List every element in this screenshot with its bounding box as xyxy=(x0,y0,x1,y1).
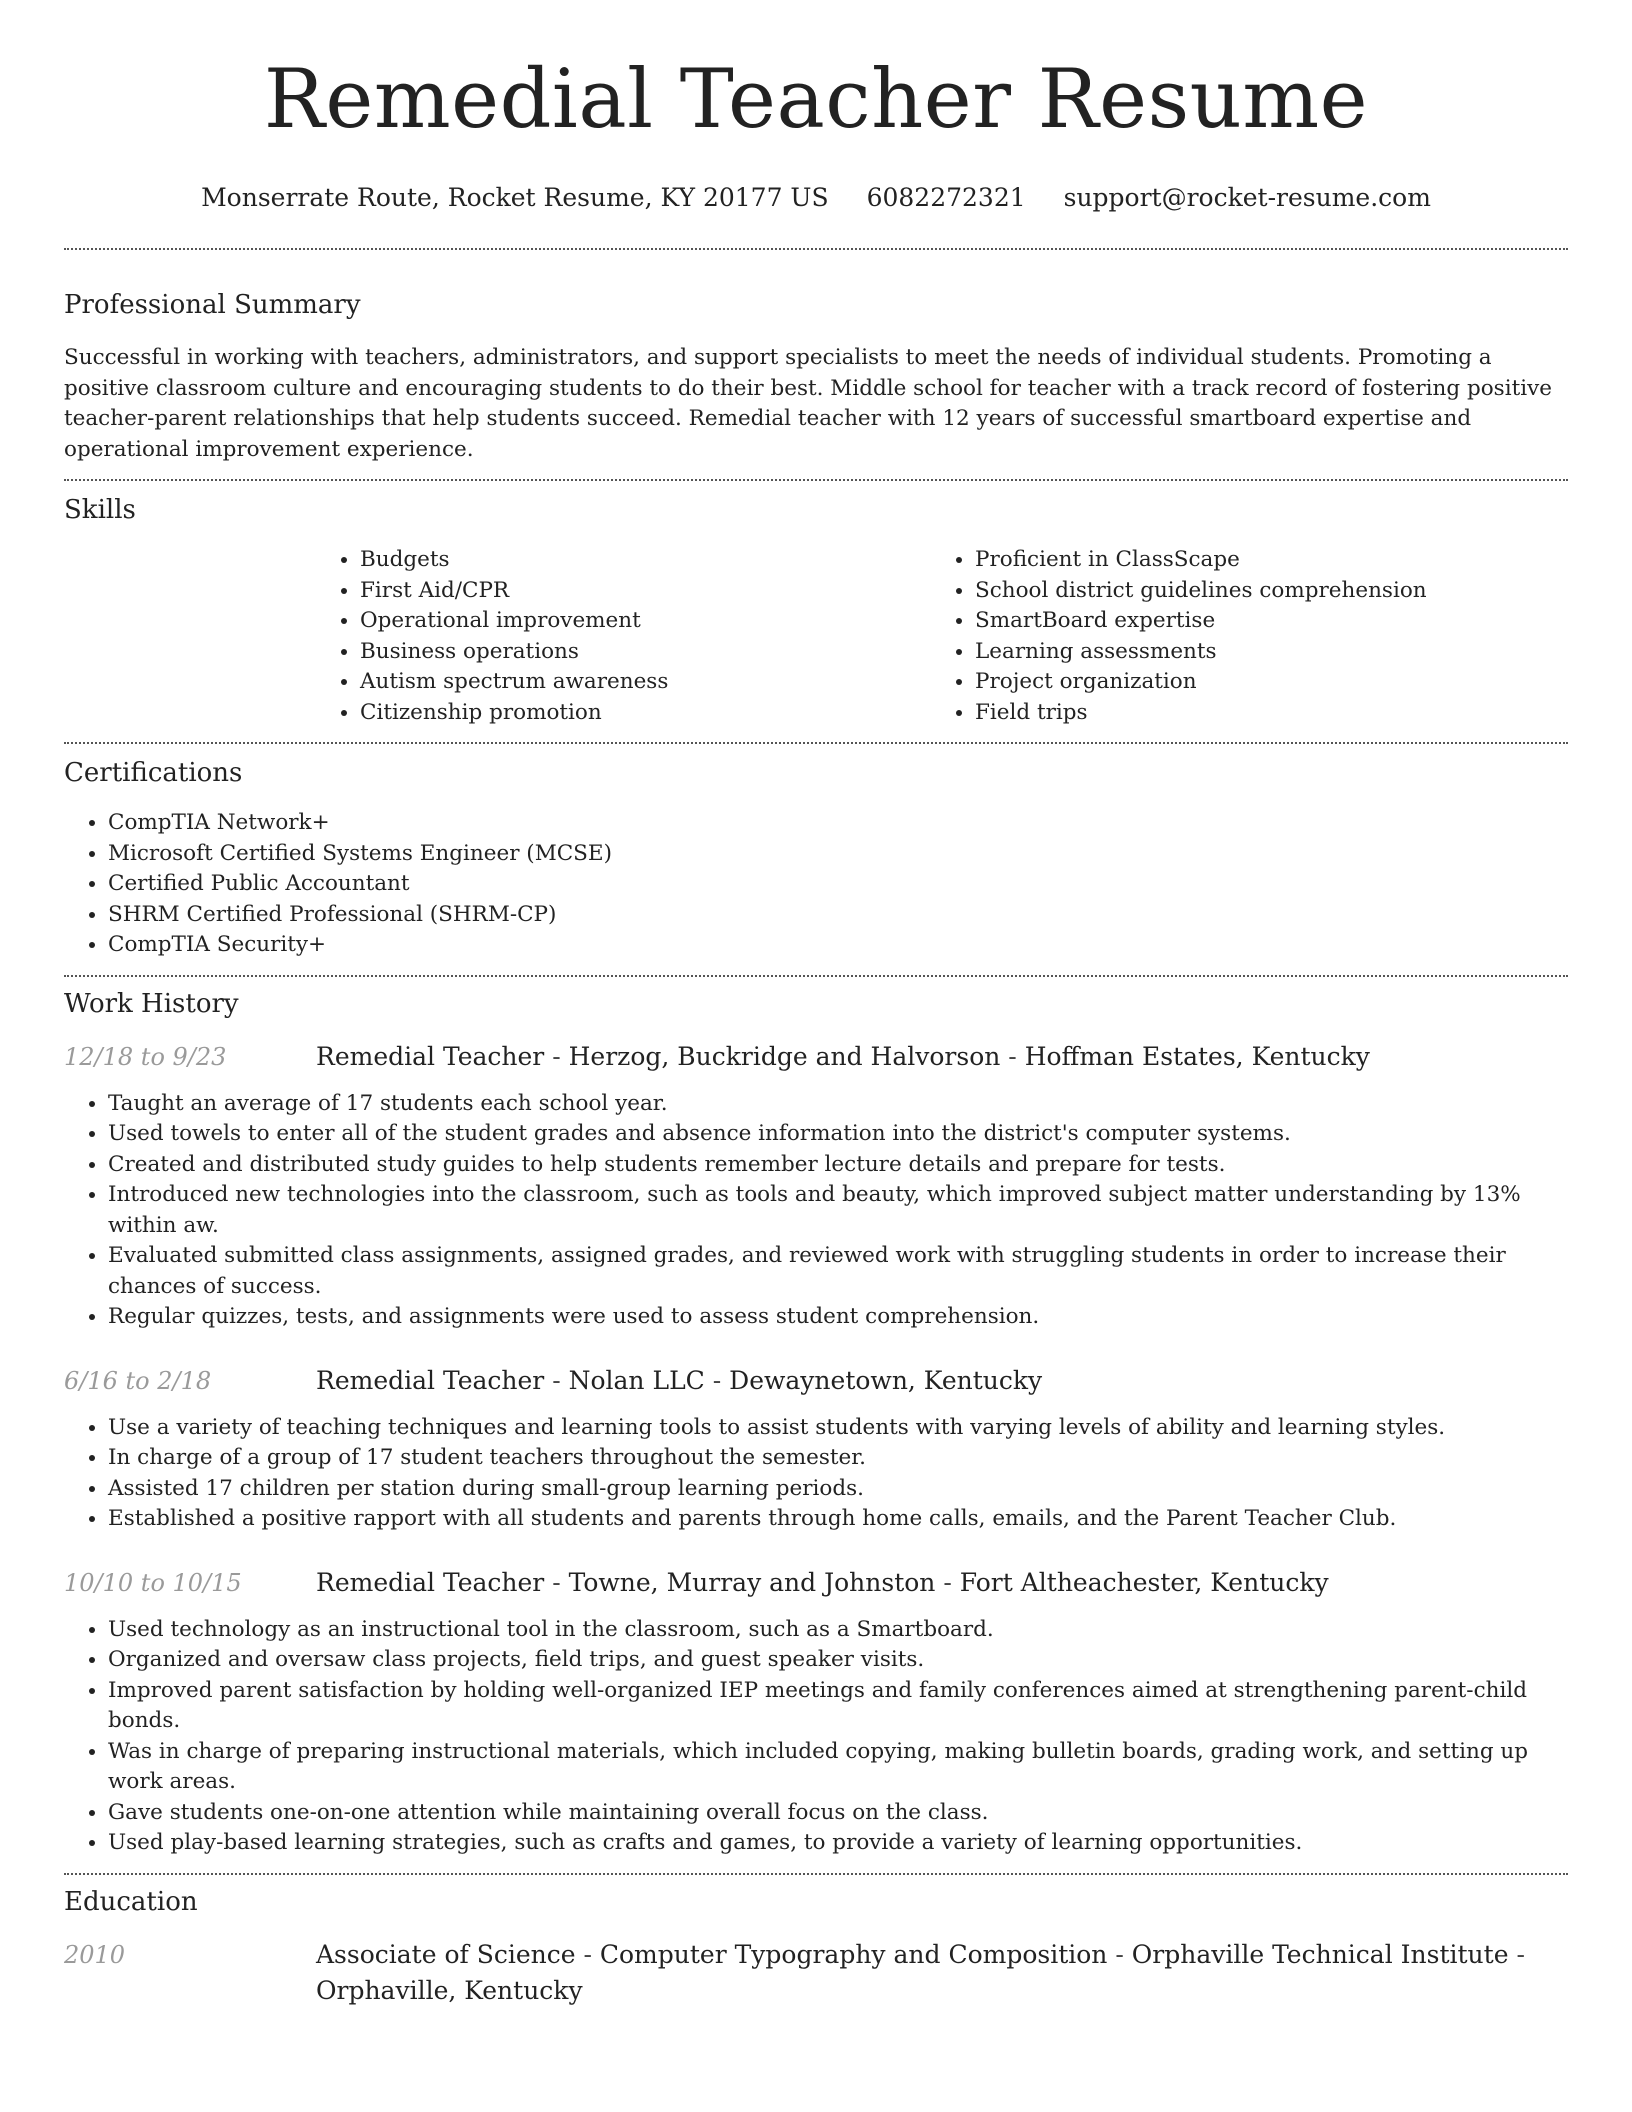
title-separator: - xyxy=(1107,1939,1132,1969)
job-duties xyxy=(64,1615,1568,1859)
section-heading: Professional Summary xyxy=(64,290,361,320)
section-skills xyxy=(64,481,1568,728)
section-work-history xyxy=(64,977,1568,1859)
skill-item: • SmartBoard expertise xyxy=(975,606,1568,637)
job-duty: • In charge of a group of 17 student teachers throughout the semester. xyxy=(108,1443,1568,1474)
job-dates: 6/16 to 2/18 xyxy=(64,1366,212,1395)
skill-item: • Operational improvement xyxy=(360,606,931,637)
certification-item: • CompTIA Security+ xyxy=(108,930,1568,961)
job-title xyxy=(316,1039,1370,1075)
skills-list-left xyxy=(316,545,931,728)
job-duty: • Taught an average of 17 students each school year. xyxy=(108,1089,1568,1120)
skill-item: • School district guidelines comprehension xyxy=(975,576,1568,607)
job-duty: • Created and distributed study guides to help students remember lecture details and prepare for tests. xyxy=(108,1150,1568,1181)
job-duty: • Regular quizzes, tests, and assignments were used to assess student comprehension. xyxy=(108,1302,1568,1333)
job-company: Nolan LLC xyxy=(568,1365,705,1395)
skill-item: • Learning assessments xyxy=(975,637,1568,668)
job-duty: • Used play-based learning strategies, such as crafts and games, to provide a variety of learning opportunities. xyxy=(108,1828,1568,1859)
job-duties xyxy=(64,1089,1568,1333)
education-school: Orphaville Technical Institute xyxy=(1131,1939,1509,1969)
education-location: Orphaville, Kentucky xyxy=(316,1975,583,2005)
job-duty: • Introduced new technologies into the classroom, such as tools and beauty, which improved subject matter understanding by 13% within aw. xyxy=(108,1180,1568,1241)
title-separator: - xyxy=(544,1365,569,1395)
job-header xyxy=(64,1039,1568,1075)
contact-email: support@rocket-resume.com xyxy=(1063,183,1431,212)
skill-item: • Citizenship promotion xyxy=(360,698,931,729)
skill-item: • Business operations xyxy=(360,637,931,668)
job-title xyxy=(316,1565,1329,1601)
contact-line xyxy=(64,182,1568,214)
job-title xyxy=(316,1363,1042,1399)
skills-list-right xyxy=(931,545,1568,728)
job-duty: • Assisted 17 children per station during small-group learning periods. xyxy=(108,1474,1568,1505)
education-degree: Associate of Science xyxy=(316,1939,576,1969)
job-duty: • Use a variety of teaching techniques and learning tools to assist students with varying levels of ability and learning styles. xyxy=(108,1413,1568,1444)
title-separator: - xyxy=(575,1939,600,1969)
skill-item: • Field trips xyxy=(975,698,1568,729)
section-heading: Certifications xyxy=(64,758,243,788)
job-location: Fort Altheachester, Kentucky xyxy=(959,1567,1329,1597)
job-entry xyxy=(64,1039,1568,1333)
job-dates: 10/10 to 10/15 xyxy=(64,1568,242,1597)
job-header xyxy=(64,1565,1568,1601)
job-role: Remedial Teacher xyxy=(316,1365,545,1395)
certification-item: • Microsoft Certified Systems Engineer (MCSE) xyxy=(108,839,1568,870)
summary-text: Successful in working with teachers, administrators, and support specialists to meet the needs of individual students. Promoting a positive classroom culture and encouraging students to do their best. Middle school for teacher with a track record of fostering positive teacher-parent relationships that help students succeed. Remedial teacher with 12 years of successful smartboard expertise and operational improvement experience. xyxy=(64,345,1552,462)
job-company: Towne, Murray and Johnston xyxy=(568,1567,936,1597)
job-header xyxy=(64,1363,1568,1399)
title-separator: - xyxy=(1508,1939,1525,1969)
certifications-list xyxy=(64,808,1568,961)
education-field: Computer Typography and Composition xyxy=(599,1939,1108,1969)
contact-address: Monserrate Route, Rocket Resume, KY 20177 US xyxy=(201,183,829,212)
job-location: Dewaynetown, Kentucky xyxy=(729,1365,1043,1395)
job-duties xyxy=(64,1413,1568,1535)
skill-item: • Proficient in ClassScape xyxy=(975,545,1568,576)
skills-grid xyxy=(316,545,1568,728)
job-role: Remedial Teacher xyxy=(316,1567,545,1597)
job-entry xyxy=(64,1565,1568,1859)
job-duty: • Used towels to enter all of the student grades and absence information into the district's computer systems. xyxy=(108,1119,1568,1150)
job-duty: • Organized and oversaw class projects, field trips, and guest speaker visits. xyxy=(108,1645,1568,1676)
job-duty: • Improved parent satisfaction by holding well-organized IEP meetings and family conferences aimed at strengthening parent-child bonds. xyxy=(108,1676,1568,1737)
resume-title: Remedial Teacher Resume xyxy=(263,53,1369,147)
skill-item: • First Aid/CPR xyxy=(360,576,931,607)
job-duty: • Gave students one-on-one attention while maintaining overall focus on the class. xyxy=(108,1798,1568,1829)
job-duty: • Used technology as an instructional tool in the classroom, such as a Smartboard. xyxy=(108,1615,1568,1646)
title-separator: - xyxy=(935,1567,960,1597)
job-dates: 12/18 to 9/23 xyxy=(64,1042,227,1071)
job-company: Herzog, Buckridge and Halvorson xyxy=(568,1041,1001,1071)
education-title xyxy=(316,1937,1568,2009)
job-entry xyxy=(64,1363,1568,1535)
section-certifications xyxy=(64,744,1568,961)
title-separator: - xyxy=(704,1365,730,1395)
skill-item: • Project organization xyxy=(975,667,1568,698)
certification-item: • SHRM Certified Professional (SHRM-CP) xyxy=(108,900,1568,931)
contact-phone: 6082272321 xyxy=(866,183,1026,212)
education-year: 2010 xyxy=(64,1940,126,1969)
section-heading: Skills xyxy=(64,495,136,525)
section-heading: Work History xyxy=(64,988,239,1019)
job-duty: • Established a positive rapport with all students and parents through home calls, emails, and the Parent Teacher Club. xyxy=(108,1504,1568,1535)
skill-item: • Budgets xyxy=(360,545,931,576)
job-role: Remedial Teacher xyxy=(316,1041,545,1071)
section-education xyxy=(64,1875,1568,2009)
title-separator: - xyxy=(544,1567,569,1597)
title-separator: - xyxy=(1000,1041,1025,1071)
section-summary xyxy=(64,250,1568,465)
title-separator: - xyxy=(544,1041,569,1071)
job-duty: • Was in charge of preparing instructional materials, which included copying, making bulletin boards, grading work, and setting up work areas. xyxy=(108,1737,1568,1798)
job-duty: • Evaluated submitted class assignments, assigned grades, and reviewed work with struggling students in order to increase their chances of success. xyxy=(108,1241,1568,1302)
certification-item: • CompTIA Network+ xyxy=(108,808,1568,839)
job-location: Hoffman Estates, Kentucky xyxy=(1024,1041,1370,1071)
education-entry xyxy=(64,1937,1568,2009)
skill-item: • Autism spectrum awareness xyxy=(360,667,931,698)
section-heading: Education xyxy=(64,1886,198,1917)
certification-item: • Certified Public Accountant xyxy=(108,869,1568,900)
